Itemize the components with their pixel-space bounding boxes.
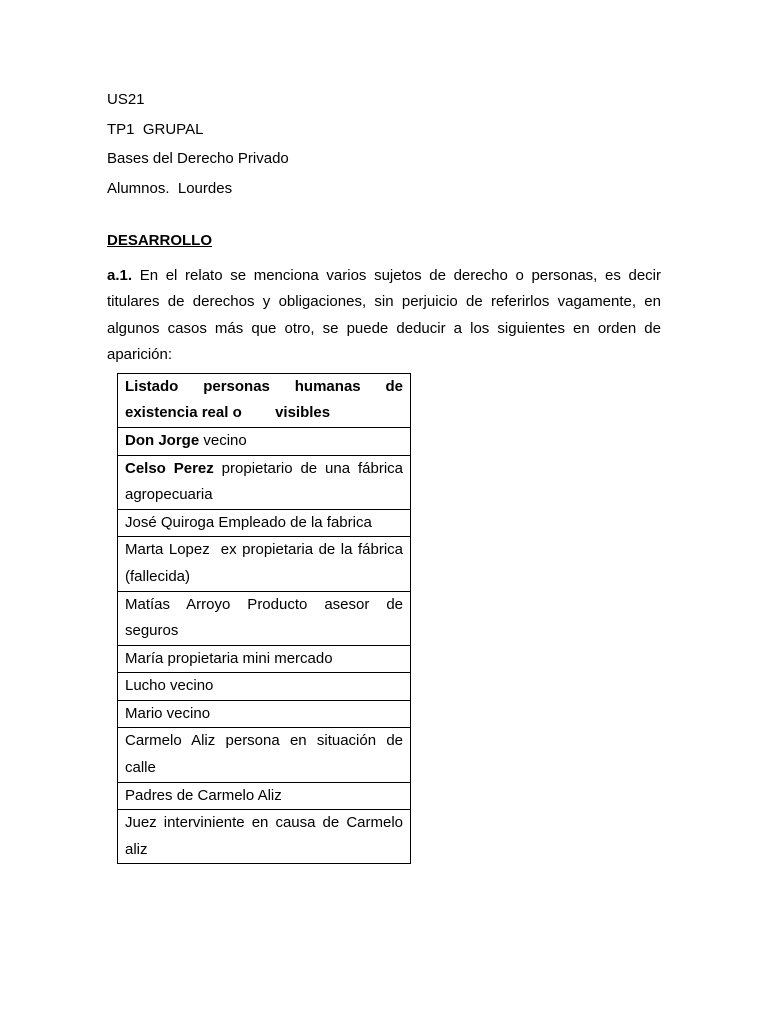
table-row	[118, 537, 411, 591]
table-row	[118, 427, 411, 455]
table-row	[118, 810, 411, 864]
persons-table	[117, 373, 411, 865]
table-row	[118, 455, 411, 509]
table-row	[118, 782, 411, 810]
table-row	[118, 673, 411, 701]
table-cell	[118, 673, 411, 701]
section-title: DESARROLLO	[107, 231, 212, 249]
subject-name: Bases del Derecho Privado	[107, 150, 289, 168]
table-cell	[118, 728, 411, 782]
table-cell	[118, 455, 411, 509]
assignment-title: TP1 GRUPAL	[107, 120, 204, 138]
table-cell	[118, 591, 411, 645]
table-cell	[118, 810, 411, 864]
table-cell	[118, 537, 411, 591]
table-cell	[118, 645, 411, 673]
person-desc: vecino	[199, 431, 247, 449]
person-desc: José Quiroga Empleado de la fabrica	[125, 513, 372, 531]
intro-paragraph	[107, 263, 661, 369]
table-row	[118, 728, 411, 782]
person-desc: Juez interviniente en causa de Carmelo aliz	[125, 814, 403, 858]
table-row	[118, 700, 411, 728]
person-desc: propietario de una fábrica agropecuaria	[125, 459, 403, 504]
person-desc: Mario vecino	[125, 704, 211, 722]
person-desc: Lucho vecino	[125, 677, 214, 695]
students-line: Alumnos. Lourdes	[107, 180, 233, 198]
person-desc: Matías Arroyo Producto asesor de seguros	[125, 595, 403, 640]
table-cell	[118, 427, 411, 455]
person-name: Celso Perez	[125, 459, 214, 477]
table-header-cell: Listado personas humanas de existencia real o visibles	[118, 373, 411, 427]
person-desc: María propietaria mini mercado	[125, 649, 333, 667]
person-desc: Marta Lopez ex propietaria de la fábrica (fallecida)	[125, 541, 408, 585]
person-desc: Carmelo Aliz persona en situación de calle	[125, 732, 403, 777]
course-code: US21	[107, 91, 145, 108]
paragraph-text: En el relato se menciona varios sujetos de derecho o personas, es decir titulares de derechos y obligaciones, sin perjuicio de referirlos vagamente, en algunos casos más que otro, se puede deducir a los siguientes en orden de aparición:	[107, 266, 661, 364]
table-header-row	[118, 373, 411, 427]
table-row	[118, 645, 411, 673]
paragraph-label: a.1.	[107, 266, 133, 284]
table-cell	[118, 509, 411, 537]
person-desc: Padres de Carmelo Aliz	[125, 786, 282, 804]
document-page	[107, 88, 661, 864]
table-row	[118, 591, 411, 645]
table-cell	[118, 700, 411, 728]
person-name: Don Jorge	[125, 431, 200, 449]
table-cell	[118, 782, 411, 810]
table-row	[118, 509, 411, 537]
